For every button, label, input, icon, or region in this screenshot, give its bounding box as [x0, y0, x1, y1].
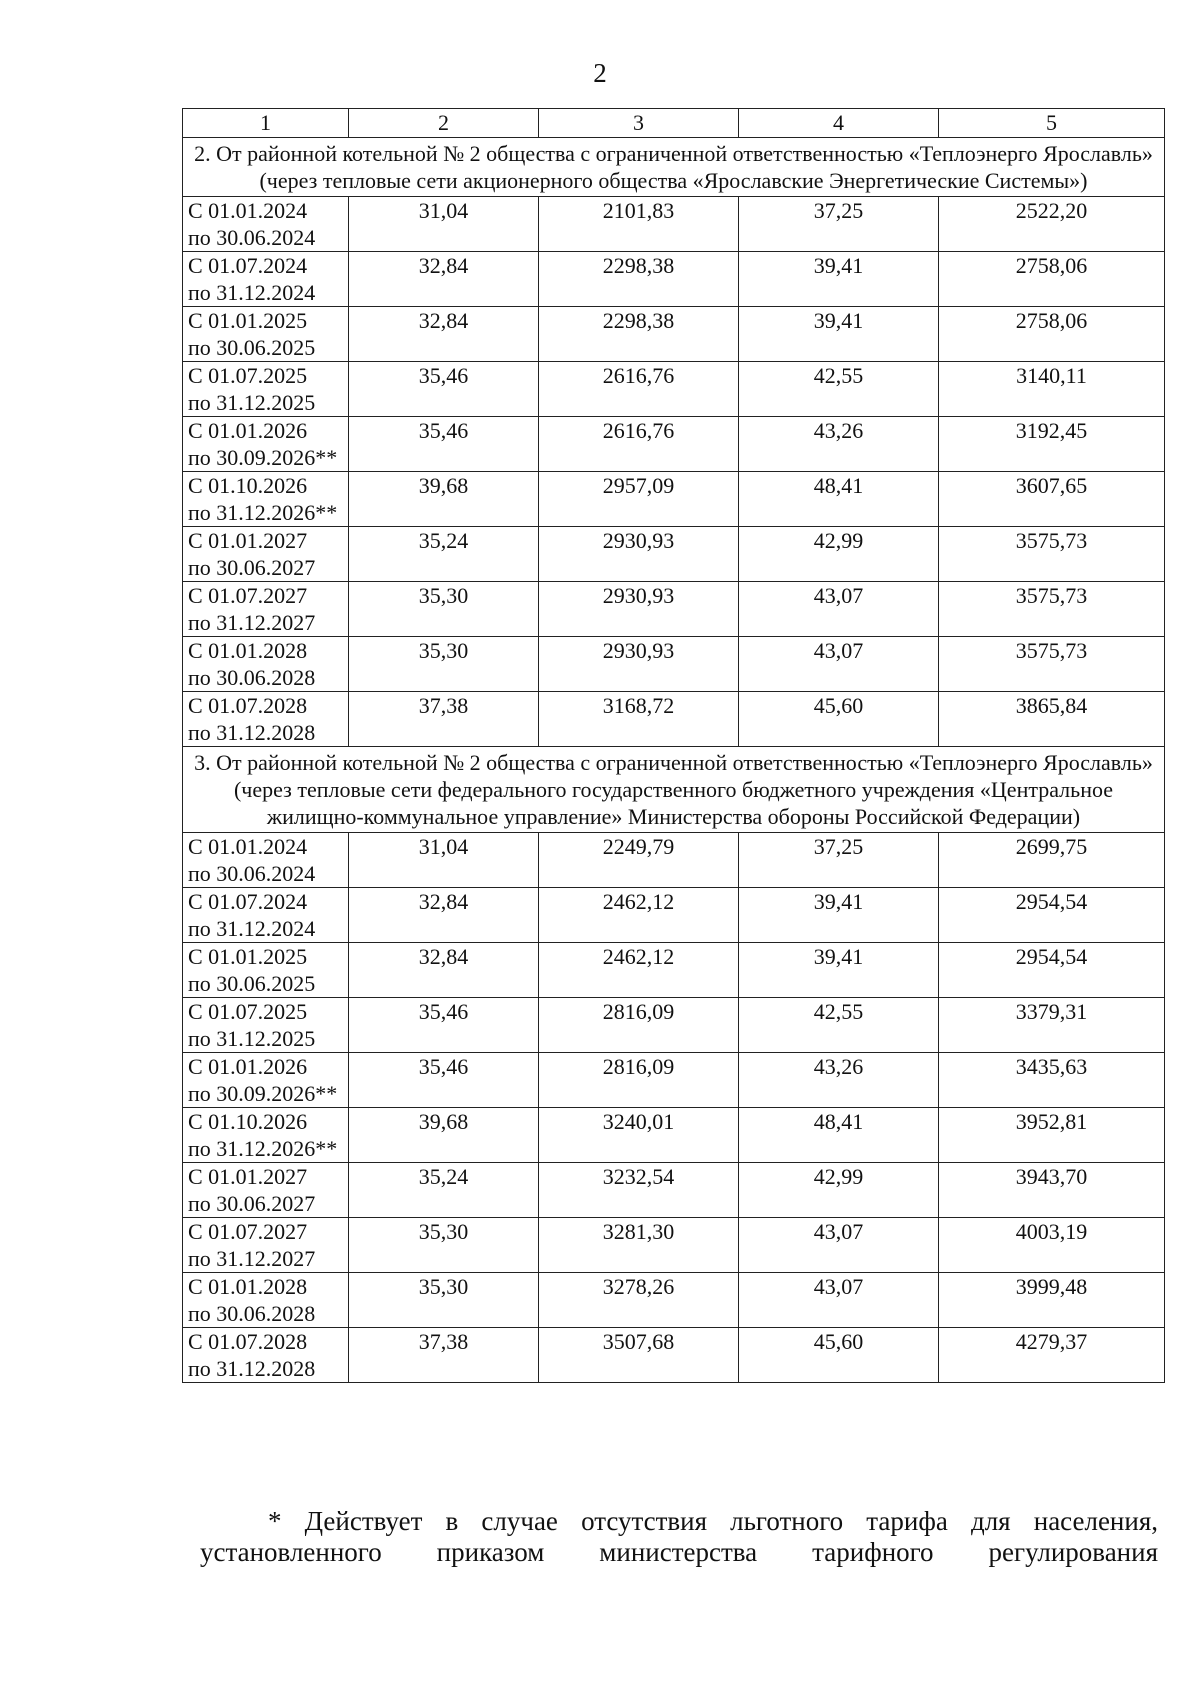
page-number: 2 [593, 58, 607, 88]
value-cell-col2: 35,30 [349, 582, 539, 637]
period-end: по 31.12.2028 [188, 1356, 316, 1381]
column-number: 4 [739, 109, 939, 138]
value-cell-col4: 48,41 [739, 1108, 939, 1163]
value-cell-col3: 3232,54 [539, 1163, 739, 1218]
value-cell-col4: 43,26 [739, 1053, 939, 1108]
period-cell [183, 362, 349, 417]
value-cell-col2: 32,84 [349, 943, 539, 998]
value-cell-col2: 35,24 [349, 527, 539, 582]
table-row [183, 637, 1165, 692]
period-cell [183, 943, 349, 998]
value-cell-col5: 2699,75 [939, 833, 1165, 888]
period-cell [183, 472, 349, 527]
value-cell-col4: 42,55 [739, 362, 939, 417]
value-cell-col5: 3192,45 [939, 417, 1165, 472]
table-row [183, 888, 1165, 943]
value-cell-col3: 2930,93 [539, 527, 739, 582]
value-cell-col4: 39,41 [739, 252, 939, 307]
period-start: С 01.10.2026 [188, 1109, 308, 1134]
value-cell-col5: 4003,19 [939, 1218, 1165, 1273]
value-cell-col2: 35,46 [349, 362, 539, 417]
value-cell-col5: 3607,65 [939, 472, 1165, 527]
column-number: 2 [349, 109, 539, 138]
period-cell [183, 833, 349, 888]
value-cell-col3: 2462,12 [539, 888, 739, 943]
tariff-table-body [183, 109, 1165, 1383]
value-cell-col5: 3865,84 [939, 692, 1165, 747]
period-start: С 01.01.2024 [188, 834, 308, 859]
value-cell-col4: 42,55 [739, 998, 939, 1053]
column-number: 5 [939, 109, 1165, 138]
table-row [183, 582, 1165, 637]
value-cell-col3: 2462,12 [539, 943, 739, 998]
period-start: С 01.01.2026 [188, 1054, 308, 1079]
value-cell-col3: 3281,30 [539, 1218, 739, 1273]
period-start: С 01.07.2028 [188, 693, 308, 718]
value-cell-col5: 2954,54 [939, 888, 1165, 943]
period-end: по 30.09.2026** [188, 1081, 338, 1106]
period-start: С 01.07.2024 [188, 253, 308, 278]
value-cell-col2: 35,30 [349, 637, 539, 692]
value-cell-col3: 2957,09 [539, 472, 739, 527]
period-cell [183, 527, 349, 582]
value-cell-col5: 2758,06 [939, 252, 1165, 307]
value-cell-col2: 31,04 [349, 833, 539, 888]
table-row [183, 998, 1165, 1053]
value-cell-col3: 2249,79 [539, 833, 739, 888]
period-cell [183, 252, 349, 307]
table-row [183, 692, 1165, 747]
value-cell-col2: 35,46 [349, 1053, 539, 1108]
period-cell [183, 1053, 349, 1108]
period-end: по 30.06.2027 [188, 555, 316, 580]
value-cell-col5: 2758,06 [939, 307, 1165, 362]
value-cell-col4: 42,99 [739, 527, 939, 582]
value-cell-col5: 2522,20 [939, 197, 1165, 252]
period-cell [183, 1328, 349, 1383]
period-end: по 31.12.2027 [188, 610, 316, 635]
value-cell-col3: 2816,09 [539, 998, 739, 1053]
table-row [183, 307, 1165, 362]
value-cell-col3: 3507,68 [539, 1328, 739, 1383]
table-row [183, 1273, 1165, 1328]
value-cell-col5: 3379,31 [939, 998, 1165, 1053]
value-cell-col5: 3999,48 [939, 1273, 1165, 1328]
value-cell-col2: 35,24 [349, 1163, 539, 1218]
value-cell-col5: 4279,37 [939, 1328, 1165, 1383]
period-cell [183, 637, 349, 692]
period-start: С 01.01.2025 [188, 944, 308, 969]
period-end: по 31.12.2027 [188, 1246, 316, 1271]
period-end: по 30.06.2024 [188, 225, 316, 250]
period-start: С 01.01.2028 [188, 638, 308, 663]
period-end: по 31.12.2028 [188, 720, 316, 745]
value-cell-col5: 3575,73 [939, 527, 1165, 582]
value-cell-col4: 43,07 [739, 582, 939, 637]
value-cell-col5: 3952,81 [939, 1108, 1165, 1163]
value-cell-col5: 3140,11 [939, 362, 1165, 417]
value-cell-col4: 43,07 [739, 637, 939, 692]
value-cell-col2: 31,04 [349, 197, 539, 252]
table-row [183, 362, 1165, 417]
period-start: С 01.01.2027 [188, 1164, 308, 1189]
period-start: С 01.01.2024 [188, 198, 308, 223]
column-number-row [183, 109, 1165, 138]
value-cell-col4: 43,07 [739, 1273, 939, 1328]
section-title: 3. От районной котельной № 2 общества с ограниченной ответственностью «Теплоэнерго Ярославль» (через тепловые сети федерального государственного бюджетного учреждения «Центральное жилищно-коммунальное управление» Министерства обороны Российской Федерации) [183, 747, 1165, 833]
period-start: С 01.01.2026 [188, 418, 308, 443]
table-row [183, 472, 1165, 527]
period-end: по 30.06.2028 [188, 665, 316, 690]
value-cell-col2: 37,38 [349, 692, 539, 747]
value-cell-col2: 32,84 [349, 888, 539, 943]
value-cell-col4: 45,60 [739, 692, 939, 747]
value-cell-col3: 2101,83 [539, 197, 739, 252]
section-header-row [183, 138, 1165, 197]
value-cell-col2: 35,46 [349, 998, 539, 1053]
period-start: С 01.07.2025 [188, 363, 308, 388]
period-end: по 30.06.2027 [188, 1191, 316, 1216]
period-start: С 01.01.2028 [188, 1274, 308, 1299]
value-cell-col4: 43,07 [739, 1218, 939, 1273]
value-cell-col2: 39,68 [349, 472, 539, 527]
value-cell-col4: 42,99 [739, 1163, 939, 1218]
value-cell-col2: 32,84 [349, 307, 539, 362]
table-row [183, 1328, 1165, 1383]
period-end: по 30.06.2024 [188, 861, 316, 886]
period-cell [183, 417, 349, 472]
value-cell-col2: 32,84 [349, 252, 539, 307]
value-cell-col4: 45,60 [739, 1328, 939, 1383]
period-start: С 01.10.2026 [188, 473, 308, 498]
table-row [183, 1108, 1165, 1163]
value-cell-col2: 35,30 [349, 1218, 539, 1273]
value-cell-col2: 35,46 [349, 417, 539, 472]
value-cell-col4: 39,41 [739, 943, 939, 998]
period-end: по 31.12.2024 [188, 916, 316, 941]
period-end: по 30.06.2025 [188, 971, 316, 996]
value-cell-col3: 2298,38 [539, 307, 739, 362]
period-end: по 30.06.2025 [188, 335, 316, 360]
period-end: по 31.12.2024 [188, 280, 316, 305]
period-end: по 31.12.2025 [188, 1026, 316, 1051]
period-end: по 31.12.2025 [188, 390, 316, 415]
value-cell-col5: 3435,63 [939, 1053, 1165, 1108]
period-end: по 31.12.2026** [188, 500, 338, 525]
value-cell-col2: 39,68 [349, 1108, 539, 1163]
period-cell [183, 1218, 349, 1273]
table-row [183, 197, 1165, 252]
period-start: С 01.01.2025 [188, 308, 308, 333]
period-cell [183, 888, 349, 943]
value-cell-col3: 3278,26 [539, 1273, 739, 1328]
period-end: по 30.09.2026** [188, 445, 338, 470]
period-start: С 01.07.2024 [188, 889, 308, 914]
period-cell [183, 582, 349, 637]
table-row [183, 833, 1165, 888]
section-title: 2. От районной котельной № 2 общества с ограниченной ответственностью «Теплоэнерго Ярославль» (через тепловые сети акционерного общества «Ярославские Энергетические Системы») [183, 138, 1165, 197]
value-cell-col2: 37,38 [349, 1328, 539, 1383]
table-row [183, 252, 1165, 307]
period-cell [183, 1273, 349, 1328]
value-cell-col4: 43,26 [739, 417, 939, 472]
value-cell-col3: 2930,93 [539, 637, 739, 692]
column-number: 3 [539, 109, 739, 138]
section-header-row [183, 747, 1165, 833]
value-cell-col4: 48,41 [739, 472, 939, 527]
value-cell-col3: 2930,93 [539, 582, 739, 637]
period-start: С 01.01.2027 [188, 528, 308, 553]
table-row [183, 1053, 1165, 1108]
period-start: С 01.07.2025 [188, 999, 308, 1024]
value-cell-col3: 2616,76 [539, 362, 739, 417]
footnote: * Действует в случае отсутствия льготного тарифа для населения, установленного приказом министерства тарифного регулирования [200, 1506, 1158, 1567]
value-cell-col3: 2616,76 [539, 417, 739, 472]
period-start: С 01.07.2027 [188, 583, 308, 608]
value-cell-col4: 37,25 [739, 833, 939, 888]
value-cell-col5: 2954,54 [939, 943, 1165, 998]
table-row [183, 1218, 1165, 1273]
period-cell [183, 998, 349, 1053]
value-cell-col4: 37,25 [739, 197, 939, 252]
period-end: по 30.06.2028 [188, 1301, 316, 1326]
value-cell-col3: 3168,72 [539, 692, 739, 747]
value-cell-col3: 3240,01 [539, 1108, 739, 1163]
table-row [183, 417, 1165, 472]
table-row [183, 1163, 1165, 1218]
column-number: 1 [183, 109, 349, 138]
table-row [183, 943, 1165, 998]
value-cell-col2: 35,30 [349, 1273, 539, 1328]
period-start: С 01.07.2028 [188, 1329, 308, 1354]
table-row [183, 527, 1165, 582]
period-cell [183, 692, 349, 747]
period-cell [183, 307, 349, 362]
value-cell-col5: 3575,73 [939, 582, 1165, 637]
value-cell-col4: 39,41 [739, 888, 939, 943]
value-cell-col5: 3943,70 [939, 1163, 1165, 1218]
value-cell-col3: 2816,09 [539, 1053, 739, 1108]
value-cell-col4: 39,41 [739, 307, 939, 362]
tariff-table [182, 108, 1165, 1383]
period-cell [183, 1108, 349, 1163]
period-cell [183, 197, 349, 252]
period-start: С 01.07.2027 [188, 1219, 308, 1244]
period-cell [183, 1163, 349, 1218]
period-end: по 31.12.2026** [188, 1136, 338, 1161]
value-cell-col3: 2298,38 [539, 252, 739, 307]
value-cell-col5: 3575,73 [939, 637, 1165, 692]
